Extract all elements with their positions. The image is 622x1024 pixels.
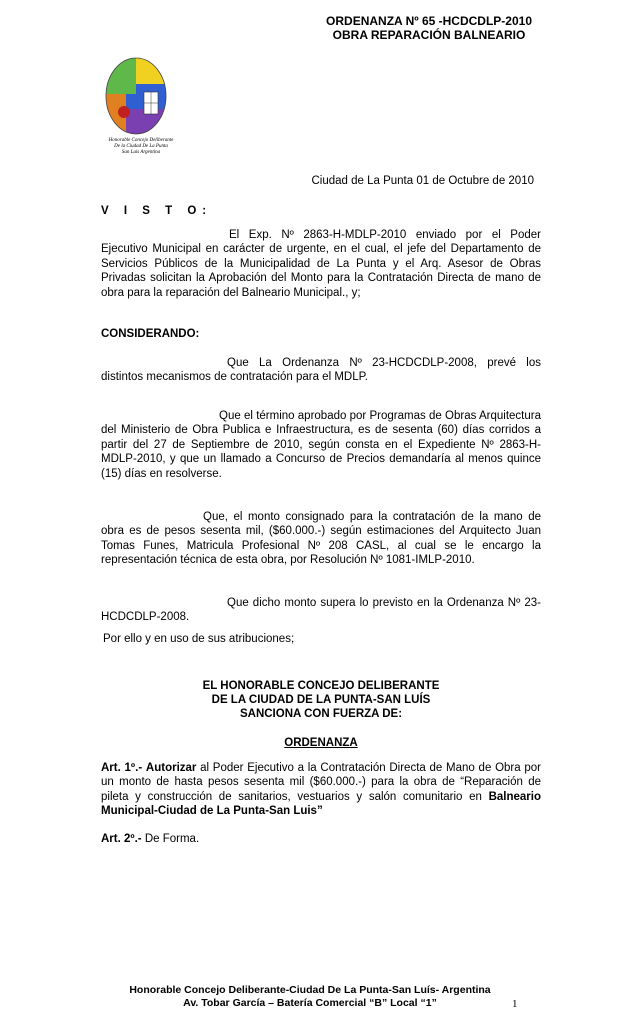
sanciona-line-3: SANCIONA CON FUERZA DE: <box>239 708 403 720</box>
article-1-text: al Poder Ejecutivo a la Contratación Directa de Mano de Obra por un monto de hasta pesos sesenta mil ($60.000.-) para la obra de “Reparación de pileta y construcción de sanitarios, vestuarios y salón comunitario en <box>101 762 542 803</box>
considerando-paragraph-5: Por ello y en uso de sus atribuciones; <box>103 633 295 645</box>
header-title: ORDENANZA Nº 65 -HCDCDLP-2010 <box>326 14 532 28</box>
footer-line-1: Honorable Concejo Deliberante-Ciudad De La Punta-San Luís- Argentina <box>129 984 491 996</box>
considerando-paragraph-2: Que el término aprobado por Programas de Obras Arquitectura del Ministerio de Obra Publica e Infraestructura, es de sesenta (60) días corridos a partir del 27 de Septiembre de 2010, según consta en el Expediente Nº 2863-H-MDLP-2010, y que un llamado a Concurso de Precios demandaría al menos quince (15) días en resolverse. <box>101 410 541 480</box>
article-1-bold-end: Balneario Municipal-Ciudad de La Punta-San Luis” <box>101 790 541 818</box>
sanciona-block <box>101 679 541 721</box>
article-2-text: De Forma. <box>141 833 200 845</box>
footer-line-2: Av. Tobar García – Batería Comercial “B” Local “1” <box>183 997 437 1009</box>
considerando-paragraph-1: Que La Ordenanza Nº 23-HCDCDLP-2008, prevé los distintos mecanismos de contratación para el MDLP. <box>101 357 541 384</box>
article-2-label: Art. 2º.- <box>101 833 142 845</box>
document-header <box>326 14 532 42</box>
sanciona-line-1: EL HONORABLE CONCEJO DELIBERANTE <box>202 680 440 692</box>
document-date: Ciudad de La Punta 01 de Octubre de 2010 <box>311 175 534 187</box>
document-footer <box>60 984 560 1010</box>
article-2 <box>101 832 541 846</box>
article-1 <box>101 761 541 819</box>
considerando-paragraph-4: Que dicho monto supera lo previsto en la Ordenanza Nº 23-HCDCDLP-2008. <box>101 597 541 624</box>
ordenanza-title: ORDENANZA <box>284 737 358 749</box>
header-subtitle: OBRA REPARACIÓN BALNEARIO <box>332 28 526 42</box>
page-number: 1 <box>512 998 518 1010</box>
visto-heading: V I S T O: <box>101 205 213 217</box>
article-1-label: Art. 1º.- <box>101 762 143 774</box>
article-1-verb: Autorizar <box>145 762 197 774</box>
sanciona-line-2: DE LA CIUDAD DE LA PUNTA-SAN LUÍS <box>211 694 431 706</box>
considerando-paragraph-3: Que, el monto consignado para la contratación de la mano de obra es de pesos sesenta mil, ($60.000.-) según estimaciones del Arquitecto Juan Tomas Funes, Matricula Profesional Nº 208 CASL, al cual se le encargo la representación técnica de esta obra, por Resolución Nº 1081-IMLP-2010. <box>101 511 541 567</box>
visto-paragraph: El Exp. Nº 2863-H-MDLP-2010 enviado por el Poder Ejecutivo Municipal en carácter de urgente, en el cual, el jefe del Departamento de Servicios Públicos de la Municipalidad de La Punta y el Arq. Asesor de Obras Privadas solicitan la Aprobación del Monto para la Contratación Directa de mano de obra para la reparación del Balneario Municipal., y; <box>101 229 541 299</box>
logo-caption: Honorable Concejo Deliberante De la Ciudad De La Punta San Luis Argentina <box>108 138 174 155</box>
considerando-heading: CONSIDERANDO: <box>101 328 200 340</box>
